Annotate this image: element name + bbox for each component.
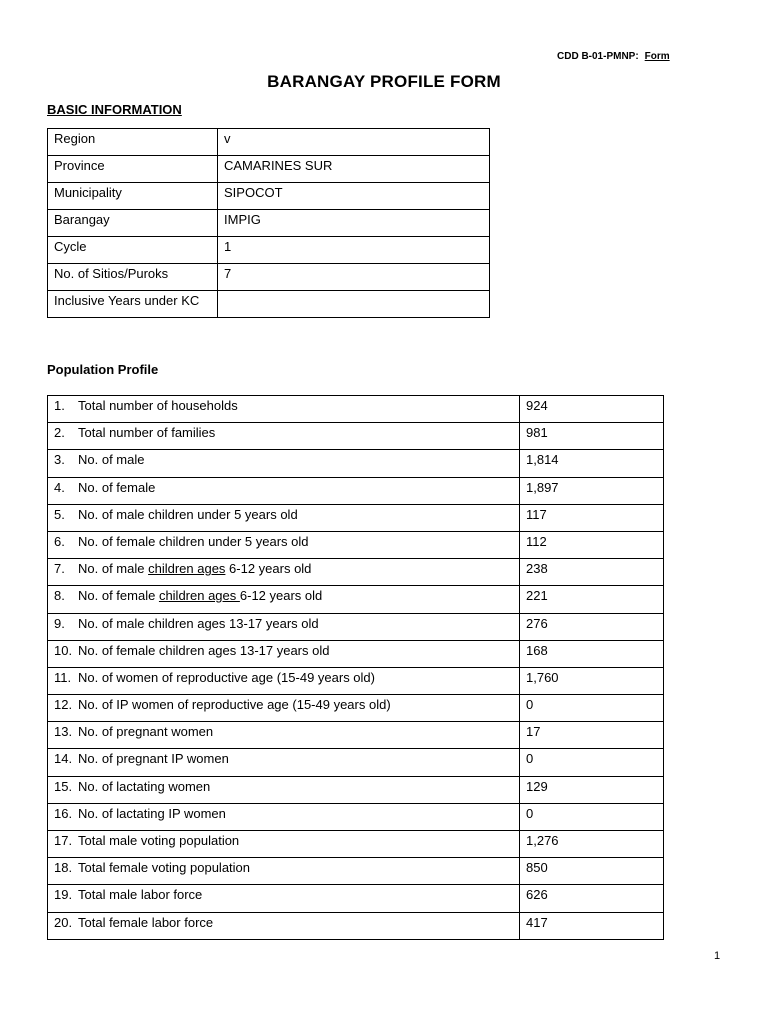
row-number: 17.	[54, 833, 73, 848]
row-number: 16.	[54, 805, 73, 821]
population-value: 626	[520, 885, 664, 912]
basic-info-row	[48, 237, 490, 264]
row-number: 2.	[54, 425, 65, 441]
row-label-text: No. of female	[78, 479, 156, 495]
row-label-text: No. of lactating women	[78, 778, 211, 794]
population-label	[48, 559, 520, 586]
row-number: 10.	[54, 642, 73, 658]
row-number: 12.	[54, 697, 73, 713]
population-label	[48, 531, 520, 558]
population-label	[48, 803, 520, 830]
population-row	[48, 423, 664, 450]
population-value: 0	[520, 695, 664, 722]
row-number: 13.	[54, 724, 73, 740]
row-number: 15.	[54, 778, 73, 794]
population-row	[48, 640, 664, 667]
population-value: 117	[520, 504, 664, 531]
basic-info-value: SIPOCOT	[218, 183, 490, 210]
basic-info-label: Barangay	[48, 210, 218, 237]
basic-info-table	[47, 128, 490, 318]
row-label-text: No. of male children under 5 years old	[78, 506, 298, 522]
population-label	[48, 640, 520, 667]
population-label	[48, 423, 520, 450]
basic-info-label: Municipality	[48, 183, 218, 210]
population-label	[48, 396, 520, 423]
row-label-text: No. of male	[78, 452, 145, 468]
row-number: 3.	[54, 452, 65, 468]
population-value: 1,276	[520, 831, 664, 858]
population-value: 238	[520, 559, 664, 586]
page-number: 1	[714, 950, 721, 962]
row-label-text: No. of female	[78, 588, 159, 604]
population-label	[48, 477, 520, 504]
population-label	[48, 586, 520, 613]
row-label-text: No. of pregnant women	[78, 724, 214, 740]
population-value: 0	[520, 749, 664, 776]
population-label	[48, 695, 520, 722]
population-value: 221	[520, 586, 664, 613]
population-label	[48, 613, 520, 640]
population-label	[48, 722, 520, 749]
basic-info-row	[48, 183, 490, 210]
row-label-text: 6-12 years old	[239, 588, 323, 604]
basic-info-heading: BASIC INFORMATION	[47, 102, 182, 117]
row-number: 20.	[54, 914, 73, 930]
population-label	[48, 450, 520, 477]
population-label	[48, 504, 520, 531]
row-label-text: No. of male children ages 13-17 years old	[78, 615, 319, 631]
population-value: 112	[520, 531, 664, 558]
basic-info-value	[218, 291, 490, 318]
population-value: 129	[520, 776, 664, 803]
row-label-underlined: children ages	[148, 561, 226, 577]
basic-info-row	[48, 210, 490, 237]
population-label	[48, 776, 520, 803]
row-label-text: Total female labor force	[78, 914, 214, 930]
basic-info-value: IMPIG	[218, 210, 490, 237]
basic-info-row	[48, 156, 490, 183]
population-row	[48, 613, 664, 640]
population-label	[48, 885, 520, 912]
row-number: 5.	[54, 506, 65, 522]
basic-info-row	[48, 264, 490, 291]
row-label-text: No. of pregnant IP women	[78, 751, 229, 767]
basic-info-label: No. of Sitios/Puroks	[48, 264, 218, 291]
population-row	[48, 586, 664, 613]
row-number: 6.	[54, 533, 65, 549]
population-row	[48, 559, 664, 586]
row-label-text: No. of male	[78, 561, 149, 577]
row-number: 9.	[54, 615, 65, 631]
row-label-text: No. of female children under 5 years old	[78, 533, 309, 549]
population-label	[48, 749, 520, 776]
population-label	[48, 912, 520, 939]
population-row	[48, 504, 664, 531]
population-row	[48, 858, 664, 885]
population-value: 0	[520, 803, 664, 830]
population-label	[48, 858, 520, 885]
population-row	[48, 531, 664, 558]
population-value: 168	[520, 640, 664, 667]
row-label-text: Total number of households	[78, 398, 238, 413]
row-label-text: No. of women of reproductive age (15-49 years old)	[78, 669, 375, 685]
population-row	[48, 695, 664, 722]
row-label-text: Total male voting population	[78, 833, 240, 848]
population-value: 17	[520, 722, 664, 749]
basic-info-label: Cycle	[48, 237, 218, 264]
row-number: 14.	[54, 751, 73, 767]
row-number: 11.	[54, 669, 72, 685]
row-number: 7.	[54, 561, 65, 577]
row-label-text: Total female voting population	[78, 860, 251, 876]
population-value: 1,897	[520, 477, 664, 504]
population-value: 276	[520, 613, 664, 640]
population-row	[48, 912, 664, 939]
form-word: Form	[644, 51, 670, 62]
basic-info-row	[48, 129, 490, 156]
population-heading: Population Profile	[47, 362, 159, 377]
population-row	[48, 722, 664, 749]
population-value: 850	[520, 858, 664, 885]
population-table	[47, 395, 664, 940]
row-label-text: Total number of families	[78, 425, 216, 441]
row-label-text: No. of IP women of reproductive age (15-49 years old)	[78, 697, 391, 713]
row-number: 19.	[54, 887, 73, 903]
population-value: 1,760	[520, 667, 664, 694]
basic-info-label: Inclusive Years under KC	[48, 291, 218, 318]
row-number: 8.	[54, 588, 65, 604]
population-row	[48, 749, 664, 776]
basic-info-label: Province	[48, 156, 218, 183]
row-label-text: No. of lactating IP women	[78, 805, 226, 821]
basic-info-value: CAMARINES SUR	[218, 156, 490, 183]
basic-info-row	[48, 291, 490, 318]
population-value: 981	[520, 423, 664, 450]
population-label	[48, 831, 520, 858]
population-row	[48, 885, 664, 912]
population-row	[48, 776, 664, 803]
basic-info-value: 1	[218, 237, 490, 264]
row-label-text: No. of female children ages 13-17 years old	[78, 642, 330, 658]
row-label-text: 6-12 years old	[225, 561, 312, 577]
row-number: 18.	[54, 860, 73, 876]
population-value: 924	[520, 396, 664, 423]
row-number: 1.	[54, 398, 65, 413]
population-row	[48, 450, 664, 477]
form-code-text: CDD B-01-PMNP:	[557, 51, 639, 62]
row-label-underlined: children ages	[158, 588, 240, 604]
population-row	[48, 831, 664, 858]
basic-info-value: v	[218, 129, 490, 156]
basic-info-value: 7	[218, 264, 490, 291]
population-row	[48, 396, 664, 423]
page-title: BARANGAY PROFILE FORM	[267, 72, 501, 91]
form-code	[557, 51, 670, 62]
row-number: 4.	[54, 479, 65, 495]
population-row	[48, 803, 664, 830]
population-row	[48, 667, 664, 694]
population-value: 1,814	[520, 450, 664, 477]
basic-info-label: Region	[48, 129, 218, 156]
population-label	[48, 667, 520, 694]
population-row	[48, 477, 664, 504]
row-label-text: Total male labor force	[78, 887, 203, 903]
population-value: 417	[520, 912, 664, 939]
